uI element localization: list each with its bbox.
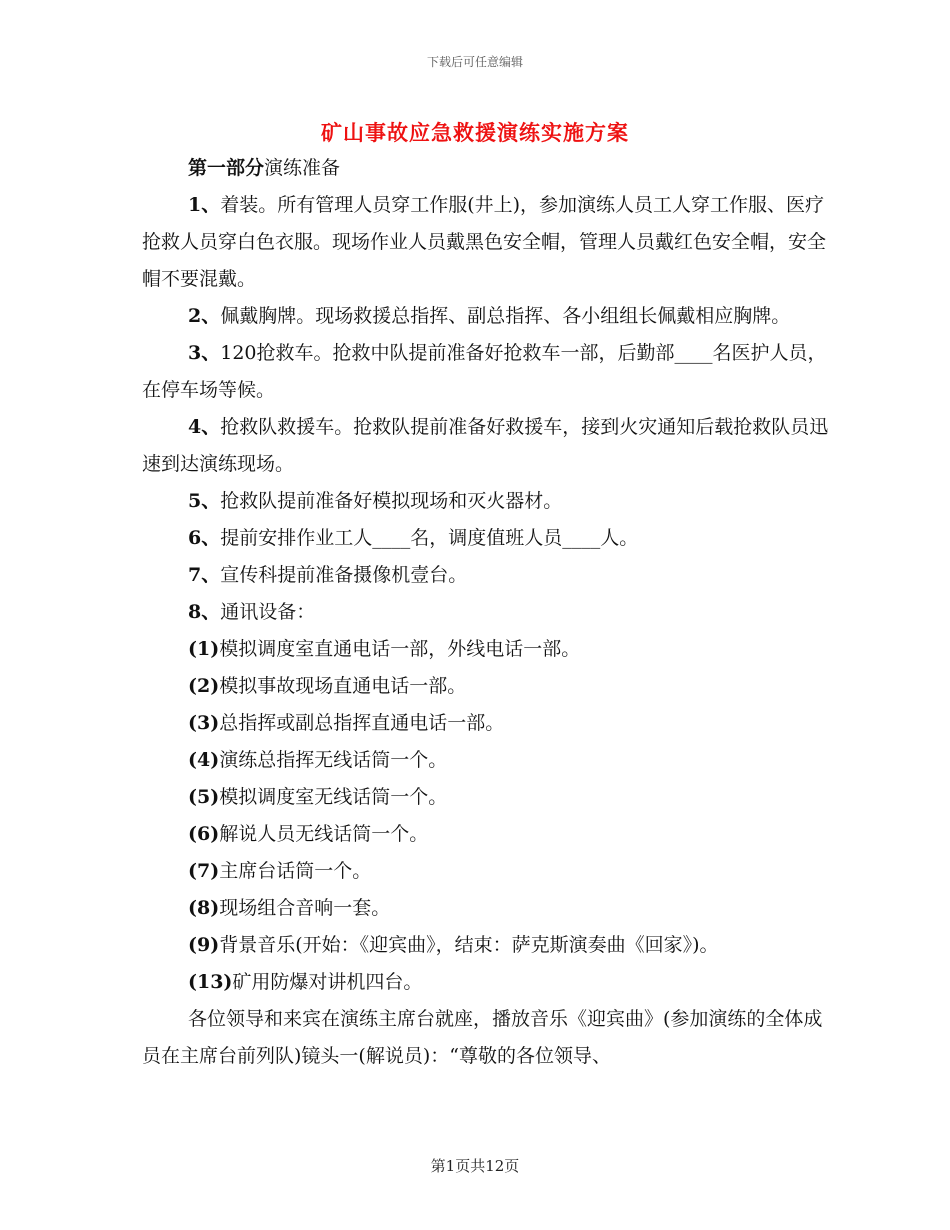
equipment-text: 演练总指挥无线话筒一个。 <box>219 749 448 771</box>
paragraph-text: 佩戴胸牌。现场救援总指挥、副总指挥、各小组组长佩戴相应胸牌。 <box>220 305 791 327</box>
document-body <box>142 150 832 1075</box>
section-text: 演练准备 <box>264 157 341 179</box>
paragraph-number: 8、 <box>188 601 221 623</box>
equipment-item-7 <box>142 853 832 890</box>
header-note: 下载后可任意编辑 <box>426 55 523 69</box>
paragraph-8 <box>142 594 832 631</box>
page-footer: 第1页共12页 <box>430 1157 520 1175</box>
equipment-number: (5) <box>188 786 220 808</box>
equipment-text: 模拟事故现场直通电话一部。 <box>219 675 467 697</box>
paragraph-text: 抢救队救援车。抢救队提前准备好救援车，接到火灾通知后载抢救队员迅速到达演练现场。 <box>142 416 829 475</box>
equipment-number: (4) <box>188 749 220 771</box>
section-heading <box>142 150 832 187</box>
equipment-item-6 <box>142 816 832 853</box>
equipment-item-5 <box>142 779 832 816</box>
paragraph-6 <box>142 520 832 557</box>
equipment-text: 解说人员无线话筒一个。 <box>219 823 429 845</box>
paragraph-text: 120抢救车。抢救中队提前准备好抢救车一部，后勤部____名医护人员，在停车场等候。 <box>142 342 827 401</box>
paragraph-7 <box>142 557 832 594</box>
closing-paragraph: 各位领导和来宾在演练主席台就座，播放音乐《迎宾曲》(参加演练的全体成员在主席台前列队)镜头一(解说员)：“尊敬的各位领导、 <box>142 1008 823 1067</box>
equipment-text: 模拟调度室直通电话一部，外线电话一部。 <box>219 638 581 660</box>
equipment-item-2 <box>142 668 832 705</box>
equipment-item-8 <box>142 890 832 927</box>
paragraph-text: 宣传科提前准备摄像机壹台。 <box>220 564 468 586</box>
equipment-item-9 <box>142 927 832 964</box>
equipment-number: (3) <box>188 712 220 734</box>
paragraph-5 <box>142 483 832 520</box>
paragraph-number: 1、 <box>188 194 221 216</box>
equipment-number: (1) <box>188 638 220 660</box>
equipment-number: (2) <box>188 675 220 697</box>
equipment-number: (6) <box>188 823 220 845</box>
equipment-number: (13) <box>188 971 233 993</box>
equipment-item-13 <box>142 964 832 1001</box>
paragraph-4 <box>142 409 832 483</box>
equipment-text: 背景音乐(开始：《迎宾曲》，结束：萨克斯演奏曲《回家》)。 <box>219 934 719 956</box>
paragraph-number: 7、 <box>188 564 221 586</box>
paragraph-text: 抢救队提前准备好模拟现场和灭火器材。 <box>220 490 563 512</box>
equipment-item-1 <box>142 631 832 668</box>
document-title: 矿山事故应急救援演练实施方案 <box>321 120 629 145</box>
paragraph-number: 4、 <box>188 416 221 438</box>
equipment-text: 模拟调度室无线话筒一个。 <box>219 786 448 808</box>
section-label: 第一部分 <box>188 157 265 179</box>
equipment-number: (8) <box>188 897 220 919</box>
equipment-number: (7) <box>188 860 220 882</box>
equipment-text: 现场组合音响一套。 <box>219 897 391 919</box>
equipment-item-3 <box>142 705 832 742</box>
paragraph-number: 5、 <box>188 490 221 512</box>
paragraph-number: 3、 <box>188 342 221 364</box>
equipment-number: (9) <box>188 934 220 956</box>
paragraph-text: 通讯设备： <box>220 601 316 623</box>
paragraph-text: 提前安排作业工人____名，调度值班人员____人。 <box>220 527 639 549</box>
paragraph-3 <box>142 335 832 409</box>
paragraph-text: 着装。所有管理人员穿工作服(井上)，参加演练人员工人穿工作服、医疗抢救人员穿白色衣服。现场作业人员戴黑色安全帽，管理人员戴红色安全帽，安全帽不要混戴。 <box>142 194 827 290</box>
paragraph-1 <box>142 187 832 298</box>
paragraph-number: 2、 <box>188 305 221 327</box>
equipment-text: 总指挥或副总指挥直通电话一部。 <box>219 712 505 734</box>
equipment-text: 矿用防爆对讲机四台。 <box>232 971 423 993</box>
equipment-text: 主席台话筒一个。 <box>219 860 372 882</box>
equipment-item-4 <box>142 742 832 779</box>
paragraph-2 <box>142 298 832 335</box>
paragraph-number: 6、 <box>188 527 221 549</box>
